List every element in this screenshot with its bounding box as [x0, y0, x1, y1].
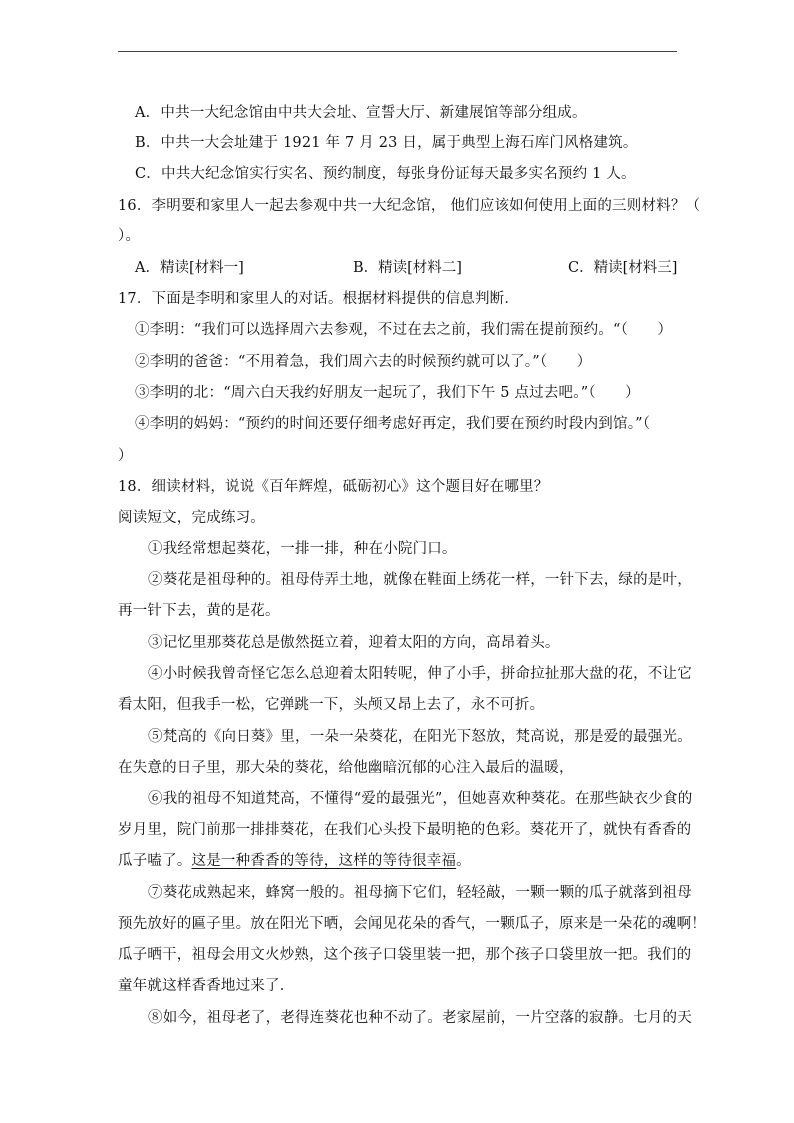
- underlined-sentence: 这是一种香香的等待，这样的等待很幸福: [191, 853, 457, 869]
- q17-item-3: ③李明的北：“周六白天我约好朋友一起玩了，我们下午 5 点过去吧。”（ ）: [135, 385, 640, 401]
- q15-option-b: B．中共一大会址建于 1921 年 7 月 23 日，属于典型上海石库门风格建筑。: [135, 135, 638, 151]
- q16-stem-line1: 16．李明要和家里人一起去参观中共一大纪念馆， 他们应该如何使用上面的三则材料？（: [118, 198, 701, 214]
- paragraph-4-line1: ④小时候我曾奇怪它怎么总迎着太阳转呢，伸了小手，拼命拉扯那大盘的花，不让它: [148, 666, 692, 682]
- q17-item-2: ②李明的爸爸：“不用着急，我们周六去的时候预约就可以了。”（ ）: [135, 354, 592, 370]
- q16-option-b: B．精读[材料二]: [353, 260, 462, 276]
- q17-item-1: ①李明：“我们可以选择周六去参观，不过在去之前，我们需在提前预约。“（ ）: [135, 322, 673, 338]
- paragraph-7-line4: 童年就这样香香地过来了．: [118, 978, 295, 994]
- paragraph-5-line2: 在失意的日子里，那大朵的葵花，给他幽暗沉郁的心注入最后的温暖，: [118, 760, 574, 776]
- q16-option-c: C．精读[材料三]: [568, 260, 678, 276]
- paragraph-6-line3-lead: 瓜子嗑了。: [118, 853, 192, 869]
- q16-stem-line2: ）。: [118, 228, 141, 244]
- paragraph-2-line2: 再一针下去，黄的是花。: [118, 603, 280, 619]
- paragraph-8-line1: ⑧如今，祖母老了，老得连葵花也种不动了。老家屋前，一片空落的寂静。七月的天: [148, 1010, 692, 1026]
- q16-option-a: A．精读[材料一]: [135, 260, 244, 276]
- q17-item-4-line1: ④李明的妈妈：“预约的时间还要仔细考虑好再定，我们要在预约时段内到馆。”（: [135, 416, 651, 432]
- paragraph-6-line2: 岁月里，院门前那一排排葵花，在我们心头投下最明艳的色彩。葵花开了，就快有香香的: [118, 822, 692, 838]
- q15-option-c: C．中共大纪念馆实行实名、预约制度，每张身份证每天最多实名预约 1 人。: [135, 166, 636, 182]
- paragraph-6-line3: [118, 851, 471, 871]
- paragraph-7-line1: ⑦葵花成熟起来，蜂窝一般的。祖母摘下它们，轻轻敲，一颗一颗的瓜子就落到祖母: [148, 885, 692, 901]
- paragraph-1: ①我经常想起葵花，一排一排，种在小院门口。: [148, 541, 457, 557]
- paragraph-5-line1: ⑤梵高的《向日葵》里，一朵一朵葵花，在阳光下怒放，梵高说，那是爱的最强光。: [148, 729, 692, 745]
- header-rule: [118, 51, 677, 52]
- q17-item-4-line2: ）: [118, 448, 133, 464]
- reading-intro: 阅读短文，完成练习。: [118, 510, 265, 526]
- paragraph-7-line2: 预先放好的匾子里。放在阳光下晒，会闻见花朵的香气，一颗瓜子，原来是一朵花的魂啊！: [118, 916, 706, 932]
- paragraph-2-line1: ②葵花是祖母种的。祖母侍弄土地，就像在鞋面上绣花一样，一针下去，绿的是叶，: [148, 572, 692, 588]
- paragraph-6-line1: ⑥我的祖母不知道梵高，不懂得“爱的最强光”，但她喜欢种葵花。在那些缺衣少食的: [148, 791, 693, 807]
- q17-stem: 17．下面是李明和家里人的对话。根据材料提供的信息判断．: [118, 291, 520, 307]
- q15-option-a: A．中共一大纪念馆由中共大会址、宣誓大厅、新建展馆等部分组成。: [135, 105, 587, 121]
- paragraph-6-line3-end: 。: [456, 853, 471, 869]
- q18-stem: 18．细读材料，说说《百年辉煌，砥砺初心》这个题目好在哪里？: [118, 479, 549, 495]
- paragraph-4-line2: 看太阳，但我手一松，它弹跳一下，头颅又昂上去了，永不可折。: [118, 697, 545, 713]
- paragraph-3: ③记忆里那葵花总是傲然挺立着，迎着太阳的方向，高昂着头。: [148, 635, 560, 651]
- paragraph-7-line3: 瓜子晒干，祖母会用文火炒熟，这个孩子口袋里装一把，那个孩子口袋里放一把。我们的: [118, 947, 692, 963]
